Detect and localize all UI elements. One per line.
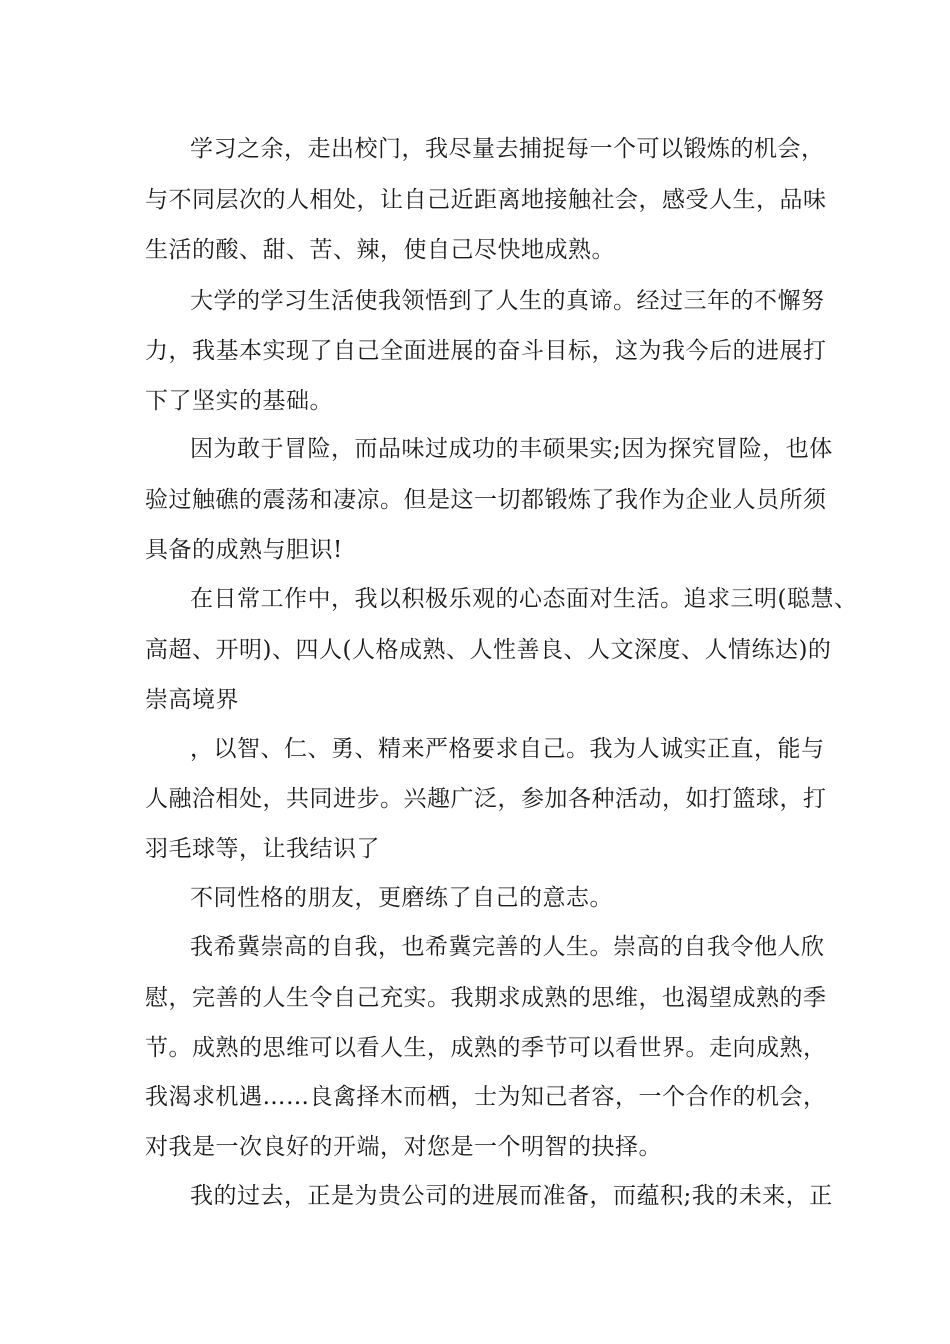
text-line-16: 不同性格的朋友，更磨练了自己的意志。	[190, 885, 613, 911]
text-line-17: 我希冀崇高的自我，也希冀完善的人生。崇高的自我令他人欣	[190, 934, 825, 960]
text-line-2: 与不同层次的人相处，让自己近距离地接触社会，感受人生，品味	[145, 187, 827, 213]
text-line-8: 验过触礁的震荡和凄凉。但是这一切都锻炼了我作为企业人员所须	[145, 487, 827, 513]
text-line-10: 在日常工作中，我以积极乐观的心态面对生活。追求三明(聪慧、	[190, 586, 858, 612]
text-line-21: 对我是一次良好的开端，对您是一个明智的抉择。	[145, 1134, 662, 1160]
text-line-11: 高超、开明)、四人(人格成熟、人性善良、人文深度、人情练达)的	[145, 637, 832, 663]
text-line-3: 生活的酸、甜、苦、辣，使自己尽快地成熟。	[145, 237, 615, 263]
text-line-18: 慰，完善的人生令自己充实。我期求成熟的思维，也渴望成熟的季	[145, 985, 827, 1011]
text-line-6: 下了坚实的基础。	[145, 388, 333, 414]
text-line-15: 羽毛球等，让我结识了	[145, 836, 380, 862]
text-line-12: 崇高境界	[145, 687, 239, 713]
text-line-5: 力，我基本实现了自己全面进展的奋斗目标，这为我今后的进展打	[145, 338, 827, 364]
text-line-13: ，以智、仁、勇、精来严格要求自己。我为人诚实正直，能与	[190, 736, 825, 762]
text-line-19: 节。成熟的思维可以看人生，成熟的季节可以看世界。走向成熟，	[145, 1035, 827, 1061]
text-line-1: 学习之余，走出校门，我尽量去捕捉每一个可以锻炼的机会，	[190, 136, 825, 162]
text-line-22: 我的过去，正是为贵公司的进展而准备，而蕴积;我的未来，正	[190, 1183, 833, 1209]
text-line-14: 人融洽相处，共同进步。兴趣广泛，参加各种活动，如打篮球，打	[145, 786, 827, 812]
text-line-9: 具备的成熟与胆识!	[145, 537, 343, 563]
text-line-20: 我渴求机遇……良禽择木而栖，士为知己者容，一个合作的机会，	[145, 1084, 827, 1110]
text-line-4: 大学的学习生活使我领悟到了人生的真谛。经过三年的不懈努	[190, 288, 825, 314]
text-line-7: 因为敢于冒险，而品味过成功的丰硕果实;因为探究冒险，也体	[190, 436, 833, 462]
